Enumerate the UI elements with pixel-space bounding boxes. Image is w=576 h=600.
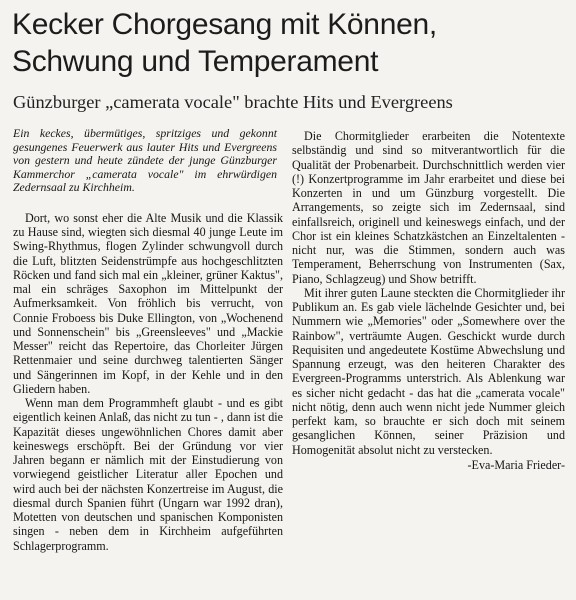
headline-line-1: Kecker Chorgesang mit Können, [12, 8, 437, 41]
lead-paragraph: Ein keckes, übermütiges, spritziges und gekonnt gesungenes Feuerwerk aus lauter Hits und Evergreens von gestern und heute zündete der junge Günzburger Kammerchor „camerata vocale" im ehrwürdigen Zedernsaal zu Kirchheim. [13, 126, 277, 195]
body-paragraph-2: Wenn man dem Programmheft glaubt - und es gibt eigentlich keinen Anlaß, das nicht zu tun - , dann ist die Kapazität dieses ungewöhnlichen Chores damit aber keineswegs erschöpft. Bei der Gründung vor vier Jahren begann er nämlich mit der Einstudierung von vorwiegend geistlicher Literatur aller Epochen und wird auch bei der nächsten Konzertreise im August, die diesmal durch Spanien führt (Ungarn war 1992 dran), Motetten von deutschen und spanischen Komponisten singen - neben dem in Kirchheim aufgeführten Schlagerprogramm. [13, 396, 283, 553]
body-paragraph-1: Dort, wo sonst eher die Alte Musik und die Klassik zu Hause sind, wiegten sich diesmal 40 junge Leute im Swing-Rhythmus, flogen Zylinder schwungvoll durch die Luft, blitzten Seidenstrümpfe aus hochgeschlitzten Röcken und fand sich mal ein „kleiner, grüner Kaktus", mal ein schräges Saxophon im Mittelpunkt der Aufmerksamkeit. Von fröhlich bis verrucht, von Connie Froboess bis Duke Ellington, von „Wochenend und Sonnenschein" bis „Greensleeves" und „Mackie Messer" reicht das Repertoire, das Chorleiter Jürgen Rettenmaier und seine durchweg talentierten Sänger und Sängerinnen im Kopf, in der Kehle und in den Gliedern haben. [13, 210, 283, 396]
subheadline: Günzburger „camerata vocale" brachte Hits und Evergreens [13, 92, 453, 112]
headline-line-2: Schwung und Temperament [12, 45, 379, 78]
body-paragraph-4: Mit ihrer guten Laune steckten die Chormitglieder ihr Publikum an. Es gab viele lächelnde Gesichter und, bei Nummern wie „Memories" oder „Somewhere over the Rainbow", verträumte Augen. Geschickt wurde durch Requisiten und angedeutete Kostüme Abwechslung und Spannung erzeugt, was den heiteren Charakter des Evergreen-Programms unterstrich. Als Ablenkung war es sicher nicht gedacht - das hat die „camerata vocale" nicht nötig, denn auch wenn nicht jede Nummer gleich perfekt kam, so brauchte er sich doch mit seinem gesanglichen Können, seiner Präzision und Homogenität absolut nicht zu verstecken. [292, 285, 565, 457]
author-byline: -Eva-Maria Frieder- [467, 457, 565, 472]
headline [12, 6, 568, 80]
right-column [292, 129, 565, 472]
body-paragraph-3: Die Chormitglieder erarbeiten die Notentexte selbständig und sind so mitverantwortlich für die Qualität der Probenarbeit. Durchschnittlich werden vier (!) Konzertprogramme im Jahr erarbeitet und diese bei Konzerten in und um Günzburg vorgestellt. Die Arrangements, so zeigte sich im Zedernsaal, sind einfallsreich, originell und keineswegs einfach, und der Chor ist ein kleines Schatzkästchen an Einzeltalenten - nicht nur, was die Stimmen, sondern auch was Temperament, Beherrschung von Instrumenten (Sax, Piano, Schlagzeug) und Show betrifft. [292, 129, 565, 286]
left-column [13, 127, 283, 553]
